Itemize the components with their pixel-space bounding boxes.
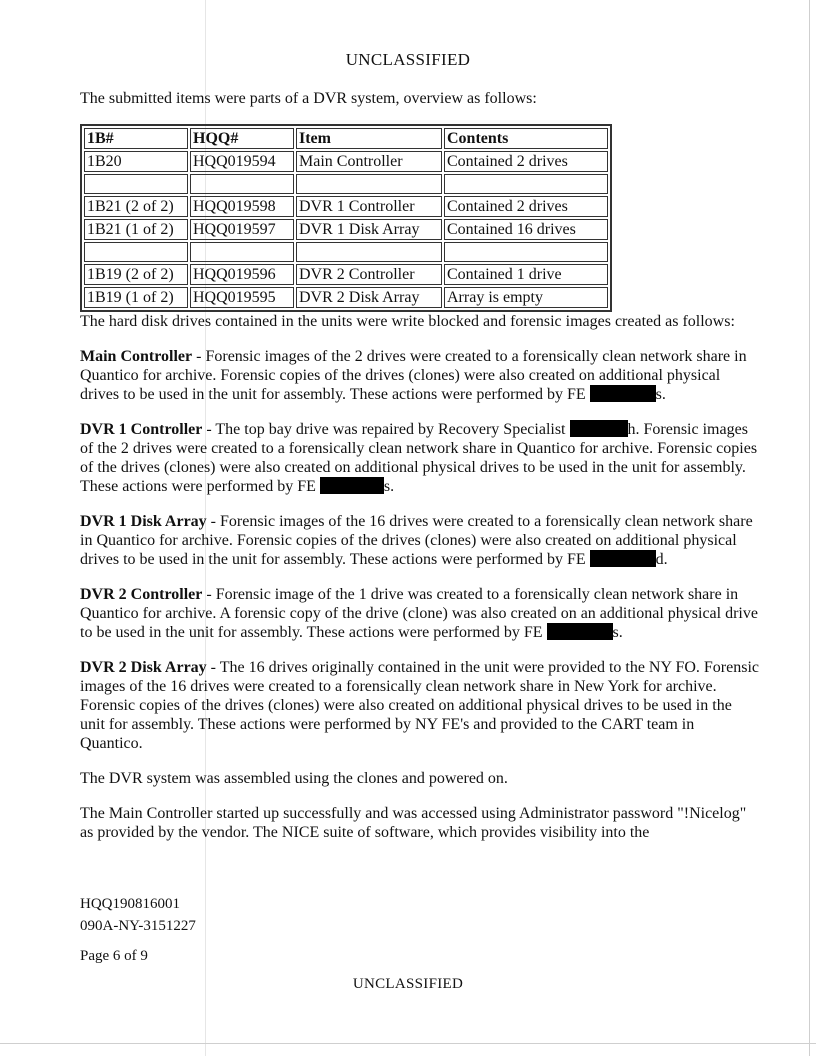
- redaction-block: [570, 420, 628, 437]
- file-references: [80, 893, 196, 937]
- paragraph-lead: DVR 1 Disk Array: [80, 513, 207, 530]
- cell: 1B21 (2 of 2): [84, 196, 188, 217]
- cell: HQQ019597: [190, 219, 294, 240]
- page-number: Page 6 of 9: [80, 948, 148, 964]
- paragraph-dvr1-disk-array: [80, 512, 760, 569]
- header-item: Item: [296, 128, 442, 149]
- paragraph-tail: s.: [655, 386, 666, 403]
- table-row-empty: [84, 242, 608, 262]
- table-row-empty: [84, 174, 608, 194]
- cell: [296, 242, 442, 262]
- paragraph-text: - Forensic images of the 2 drives were created to a forensically clean network share in Quantico for archive. Forensic copies of the drives (clones) were also created on additional physical drives to be used in the unit for assembly. These actions were performed by FE: [80, 348, 747, 403]
- table-row: [84, 196, 608, 217]
- cell: HQQ019598: [190, 196, 294, 217]
- header-hqq: HQQ#: [190, 128, 294, 149]
- redaction-block: [547, 623, 613, 640]
- cell: Contained 2 drives: [444, 196, 608, 217]
- cell: DVR 1 Disk Array: [296, 219, 442, 240]
- table-row: [84, 264, 608, 285]
- header-classification: UNCLASSIFIED: [345, 50, 471, 69]
- paragraph-main-controller: [80, 347, 760, 404]
- paragraph-dvr2-controller: [80, 585, 760, 642]
- cell: 1B20: [84, 151, 188, 172]
- cell: [190, 174, 294, 194]
- cell: [296, 174, 442, 194]
- case-number: 090A-NY-3151227: [80, 918, 196, 934]
- table-row: [84, 219, 608, 240]
- cell: [444, 174, 608, 194]
- paragraph-tail: s.: [612, 624, 623, 641]
- cell: Main Controller: [296, 151, 442, 172]
- paragraph-lead: DVR 2 Disk Array: [80, 659, 207, 676]
- cell: HQQ019594: [190, 151, 294, 172]
- redaction-block: [590, 550, 656, 567]
- cell: [444, 242, 608, 262]
- paragraph-text: - Forensic image of the 1 drive was created to a forensically clean network share in Quantico for archive. A forensic copy of the drive (clone) was also created on an additional physical drive to be used in the unit for assembly. These actions were performed by FE: [80, 586, 758, 641]
- paragraph-text: - The 16 drives originally contained in the unit were provided to the NY FO. Forensic images of the 16 drives were created to a forensically clean network share in New York for archive. Forensic copies of the drives (clones) were also created on additional physical drives to be used in the unit for assembly. These actions were performed by NY FE's and provided to the CART team in Quantico.: [80, 659, 759, 752]
- paragraph-text: - The top bay drive was repaired by Recovery Specialist: [202, 421, 570, 438]
- header-contents: Contents: [444, 128, 608, 149]
- redaction-block: [590, 385, 656, 402]
- table-row: [84, 151, 608, 172]
- cell: Contained 1 drive: [444, 264, 608, 285]
- paragraph-text: - Forensic images of the 16 drives were created to a forensically clean network share in Quantico for archive. Forensic copies of the drives (clones) were also created on additional physical drives to be used in the unit for assembly. These actions were performed by FE: [80, 513, 753, 568]
- items-table: [80, 124, 612, 312]
- cell: [190, 242, 294, 262]
- paragraph-dvr1-controller: [80, 420, 760, 496]
- intro-text: The submitted items were parts of a DVR system, overview as follows:: [80, 90, 537, 107]
- cell: [84, 174, 188, 194]
- cell: 1B21 (1 of 2): [84, 219, 188, 240]
- cell: HQQ019595: [190, 287, 294, 308]
- cell: DVR 2 Controller: [296, 264, 442, 285]
- redaction-block: [320, 477, 384, 494]
- paragraph-tail: s.: [383, 478, 395, 495]
- cell: Contained 2 drives: [444, 151, 608, 172]
- paragraph-main-controller-startup: The Main Controller started up successfully and was accessed using Administrator password "!Nicelog" as provided by the vendor. The NICE suite of software, which provides visibility into the: [80, 805, 747, 841]
- cell: [84, 242, 188, 262]
- cell: Contained 16 drives: [444, 219, 608, 240]
- cell: 1B19 (1 of 2): [84, 287, 188, 308]
- footer-classification: UNCLASSIFIED: [352, 976, 464, 992]
- table-header-row: [84, 128, 608, 149]
- paragraph-lead: DVR 2 Controller: [80, 586, 203, 603]
- paragraph-dvr2-disk-array: [80, 658, 760, 753]
- header-1b: 1B#: [84, 128, 188, 149]
- body-text: [80, 312, 760, 858]
- cell: 1B19 (2 of 2): [84, 264, 188, 285]
- paragraph-text: h. Forensic images of the 2 drives were created to a forensically clean network share in Quantico for archive. Forensic copies of the drives (clones) were also created on additional physical drives to be used in the unit for assembly. These actions were performed by FE: [80, 421, 758, 495]
- file-number: HQQ190816001: [80, 896, 180, 912]
- paragraph-assembled: The DVR system was assembled using the clones and powered on.: [80, 770, 508, 787]
- scan-bottom-edge: [0, 1043, 816, 1044]
- paragraph-lead: DVR 1 Controller: [80, 421, 203, 438]
- paragraph-intro: The hard disk drives contained in the units were write blocked and forensic images created as follows:: [80, 313, 735, 330]
- cell: HQQ019596: [190, 264, 294, 285]
- paragraph-tail: d.: [655, 551, 668, 568]
- cell: DVR 1 Controller: [296, 196, 442, 217]
- cell: DVR 2 Disk Array: [296, 287, 442, 308]
- paragraph-lead: Main Controller: [80, 348, 193, 365]
- table-row: [84, 287, 608, 308]
- cell: Array is empty: [444, 287, 608, 308]
- scan-edge: [809, 0, 810, 1056]
